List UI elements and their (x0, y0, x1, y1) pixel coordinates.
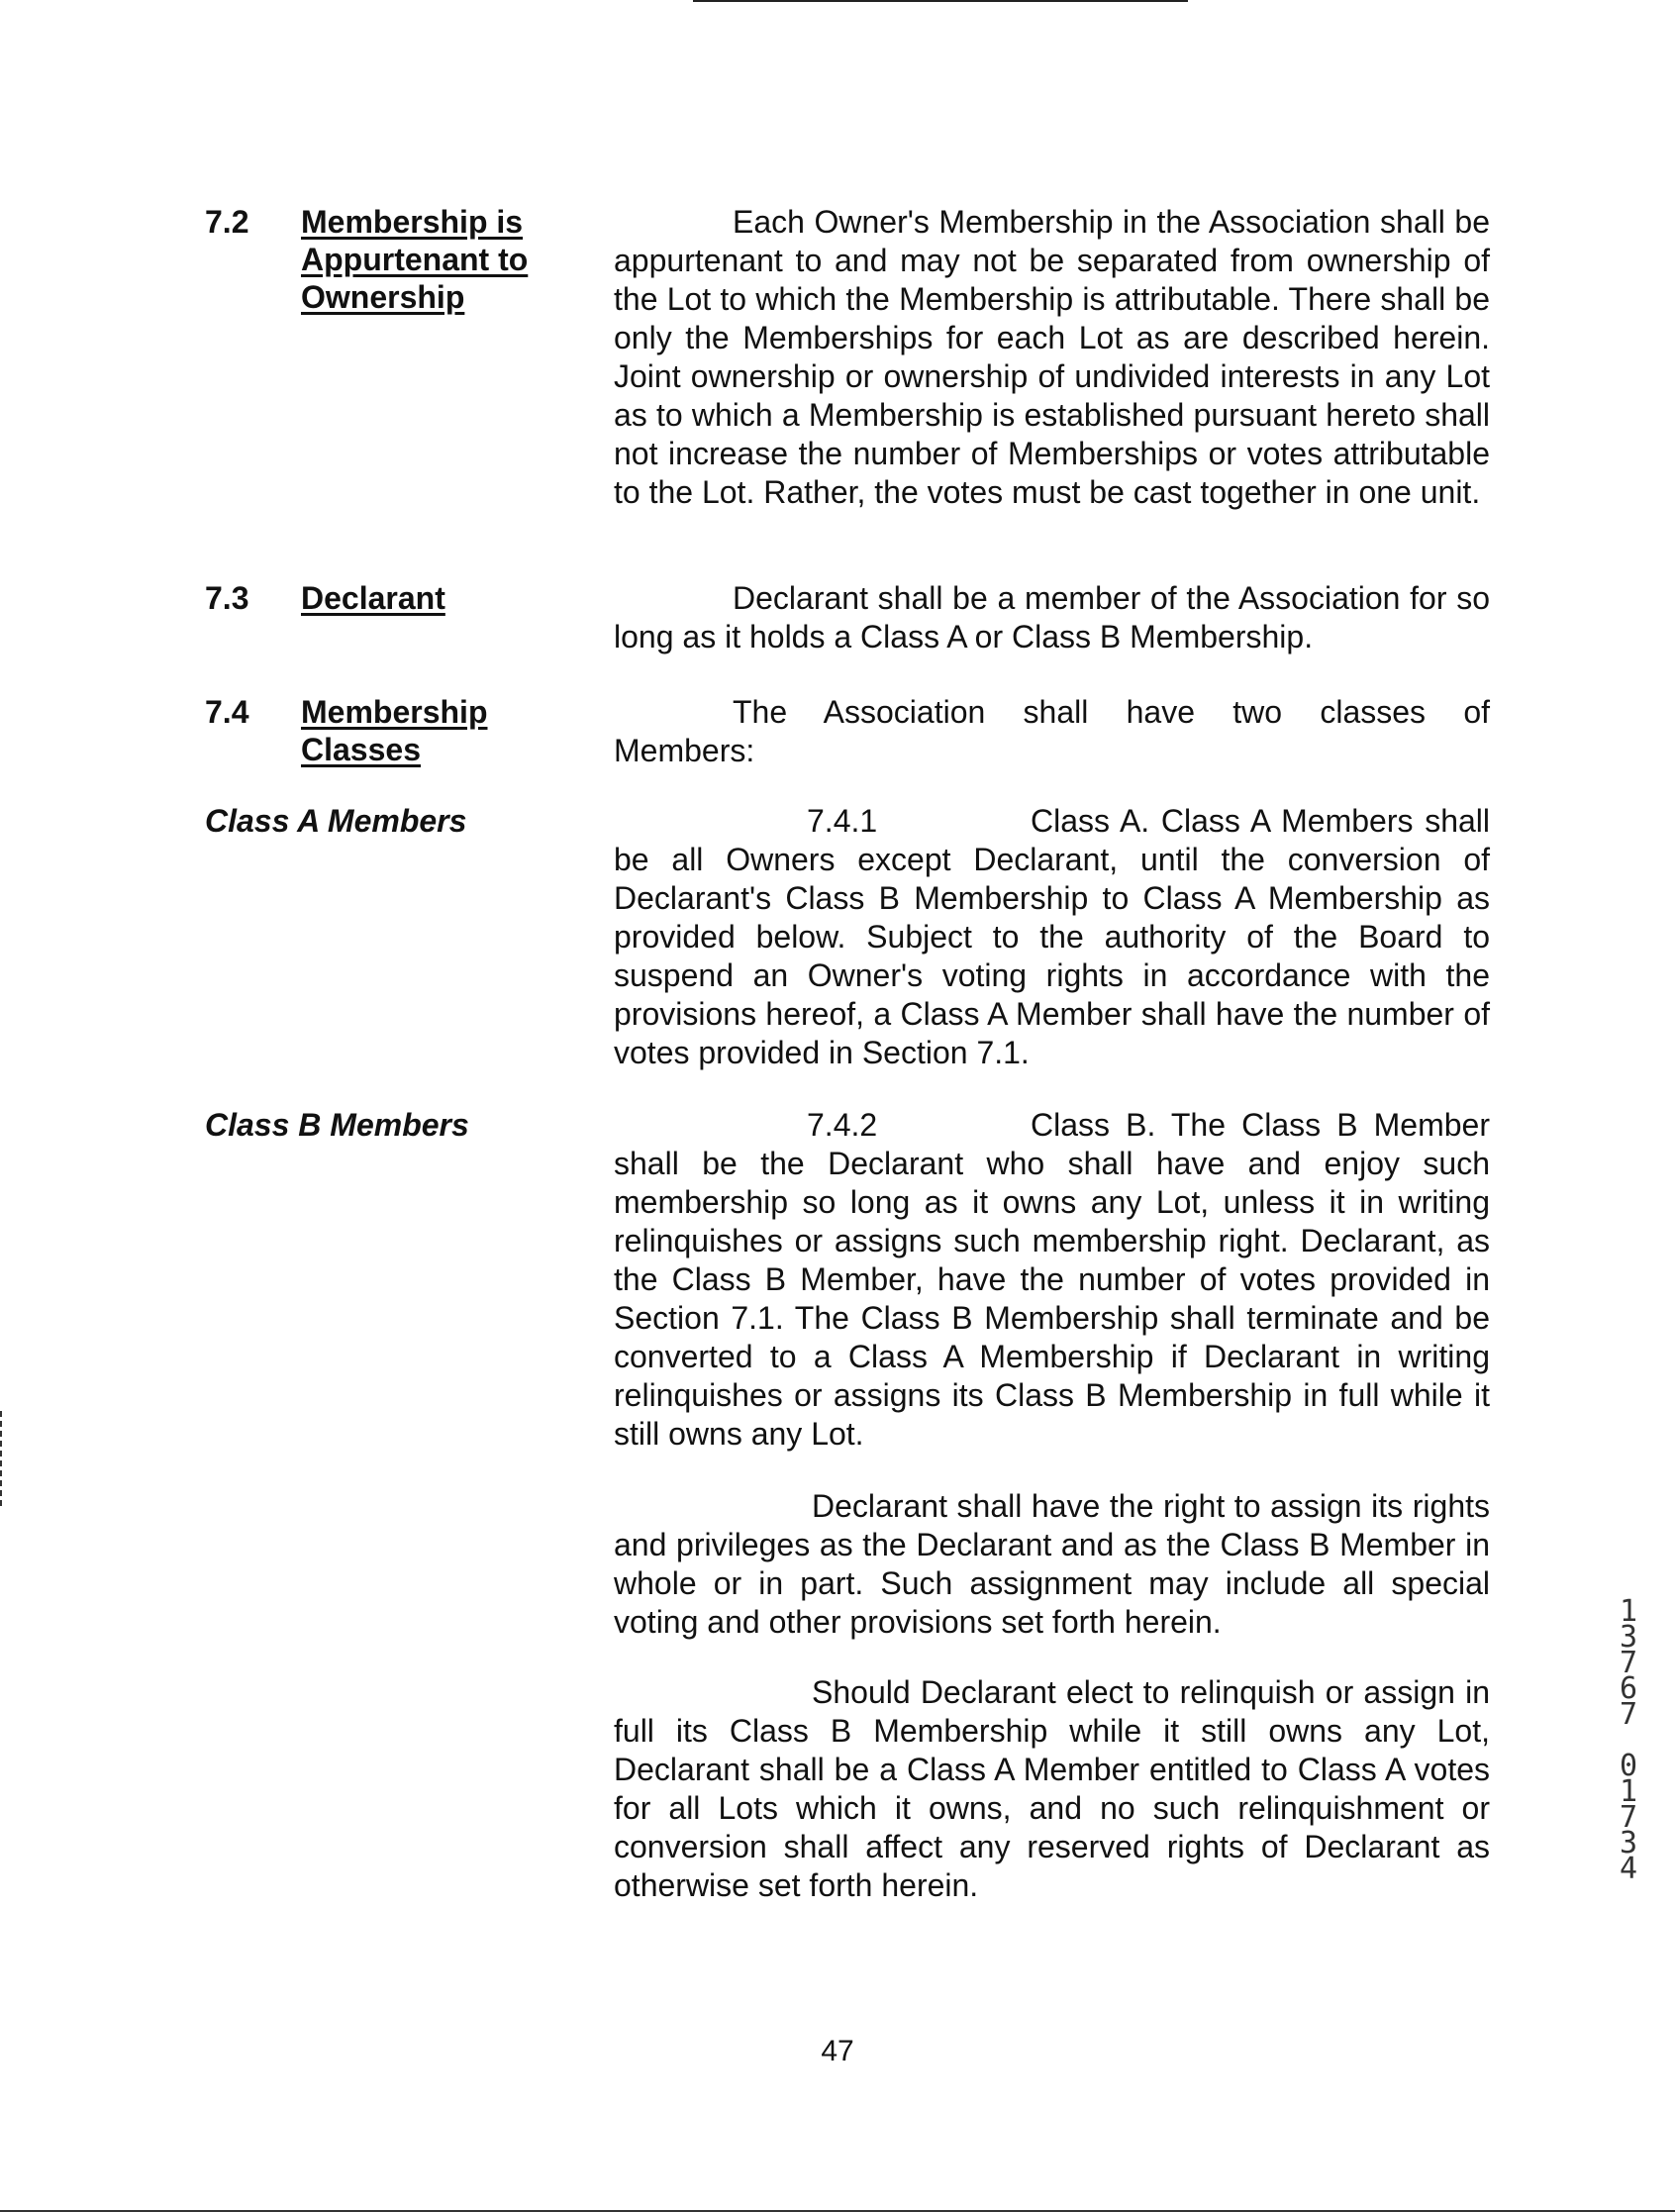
section-number-7-2: 7.2 (205, 204, 249, 240)
section-text-7-2: Each Owner's Membership in the Association shall be appurtenant to and may not be separated from ownership of the Lot to which the Membership is attributable. There shall be only the Memberships for each Lot as are described herein. Joint ownership or ownership of undivided interests in any Lot as to which a Membership is established pursuant hereto shall not increase the number of Memberships or votes attributable to the Lot. Rather, the votes must be cast together in one unit. (614, 204, 1490, 510)
heading-line: Membership is (301, 204, 524, 240)
heading-line: Membership (301, 694, 488, 730)
heading-line: Ownership (301, 279, 465, 315)
section-number-7-3: 7.3 (205, 580, 249, 616)
subsection-text-7-4-1 (614, 802, 1490, 1072)
subsection-text-7-4-2 (614, 1106, 1490, 1454)
scan-border-top (693, 0, 1188, 2)
subsection-body: Class B. The Class B Member shall be the Declarant who shall have and enjoy such membership so long as it owns any Lot, unless it in writing relinquishes or assigns such membership right. Declarant, as the Class B Member, have the number of votes provided in Section 7.1. The Class B Membership shall terminate and be converted to a Class A Membership if Declarant in writing relinquishes or assigns its Class B Membership in full while it still owns any Lot. (614, 1107, 1490, 1452)
subsection-body: Class A. Class A Members shall be all Owners except Declarant, until the conversion of Declarant's Class B Membership to Class A Membership as provided below. Subject to the authority of the Board to suspend an Owner's voting rights in accordance with the provisions hereof, a Class A Member shall have the number of votes provided in Section 7.1. (614, 803, 1490, 1070)
subsection-heading-class-b: Class B Members (205, 1107, 469, 1143)
heading-line: Appurtenant to (301, 242, 529, 277)
section-heading-7-4 (301, 693, 487, 768)
subsection-heading-class-a: Class A Members (205, 803, 467, 839)
recording-stamp (1609, 1594, 1648, 1886)
subsection-number: 7.4.2 (807, 1107, 878, 1143)
recording-stamp-text: 1 3 7 6 7 0 1 7 3 4 (1619, 1594, 1638, 1886)
heading-line: Declarant (301, 580, 445, 616)
heading-line: Classes (301, 732, 421, 767)
paragraph-assignment: Declarant shall have the right to assign its rights and privileges as the Declarant and as the Class B Member in whole or in part. Such assignment may include all special voting and other provisions set forth herein. (614, 1488, 1490, 1640)
paragraph-relinquish: Should Declarant elect to relinquish or assign in full its Class B Membership while it still owns any Lot, Declarant shall be a Class A Member entitled to Class A votes for all Lots which it owns, and no such relinquishment or conversion shall affect any reserved rights of Declarant as otherwise set forth herein. (614, 1674, 1490, 1903)
section-number-7-4: 7.4 (205, 694, 249, 730)
section-heading-7-3 (301, 579, 445, 617)
subsection-number: 7.4.1 (807, 803, 878, 839)
page-number: 47 (821, 2035, 854, 2067)
scan-border-left (0, 1411, 2, 1510)
section-text-7-3: Declarant shall be a member of the Association for so long as it holds a Class A or Class B Membership. (614, 580, 1490, 654)
section-text-7-4: The Association shall have two classes of Members: (614, 694, 1490, 768)
section-heading-7-2 (301, 203, 528, 316)
